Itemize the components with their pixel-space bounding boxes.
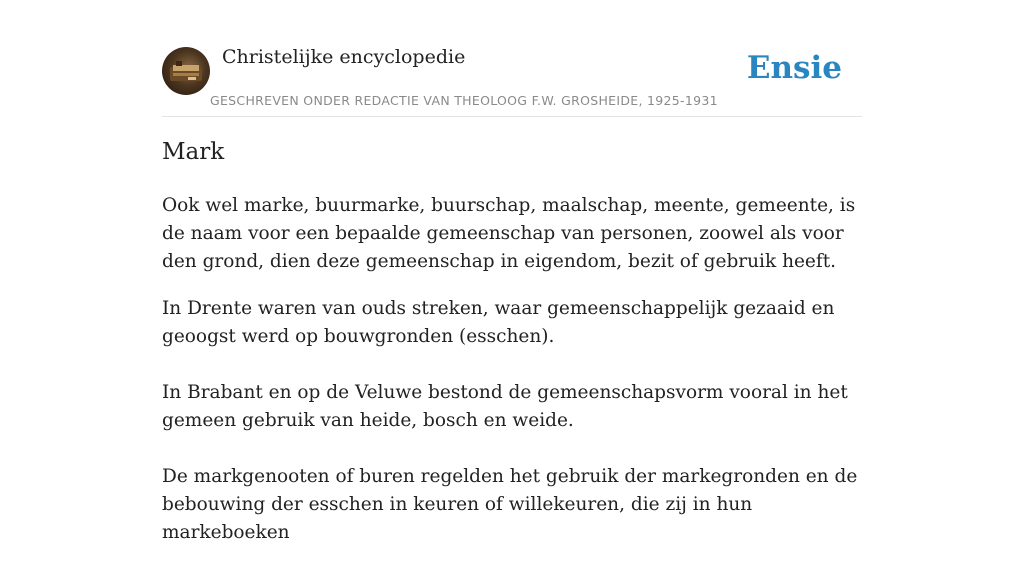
article-paragraph: Ook wel marke, buurmarke, buurschap, maalschap, meente, gemeente, is de naam voor een bepaalde gemeenschap van personen, zoowel als voor den grond, dien deze gemeenschap in eigendom, bezit of gebruik heeft. [162,195,856,272]
site-header [162,40,862,117]
site-subtitle: GESCHREVEN ONDER REDACTIE VAN THEOLOOG F.W. GROSHEIDE, 1925-1931 [210,93,718,108]
article-paragraph: In Drente waren van ouds streken, waar gemeenschappelijk gezaaid en geoogst werd op bouwgronden (esschen). In Brabant en op de Veluwe bestond de gemeenschapsvorm vooral in het gemeen gebruik van heide, bosch en weide. De markgenooten of buren regelden het gebruik der markegronden en de bebouwing der esschen in keuren of willekeuren, die zij in hun markeboeken [162,298,858,543]
site-title[interactable]: Christelijke encyclopedie [222,46,466,68]
article-body [162,192,868,566]
ensie-logo-link[interactable]: Ensie [746,50,842,86]
article-title: Mark [162,139,225,165]
book-icon [162,47,210,95]
encyclopedia-avatar[interactable] [162,47,210,95]
